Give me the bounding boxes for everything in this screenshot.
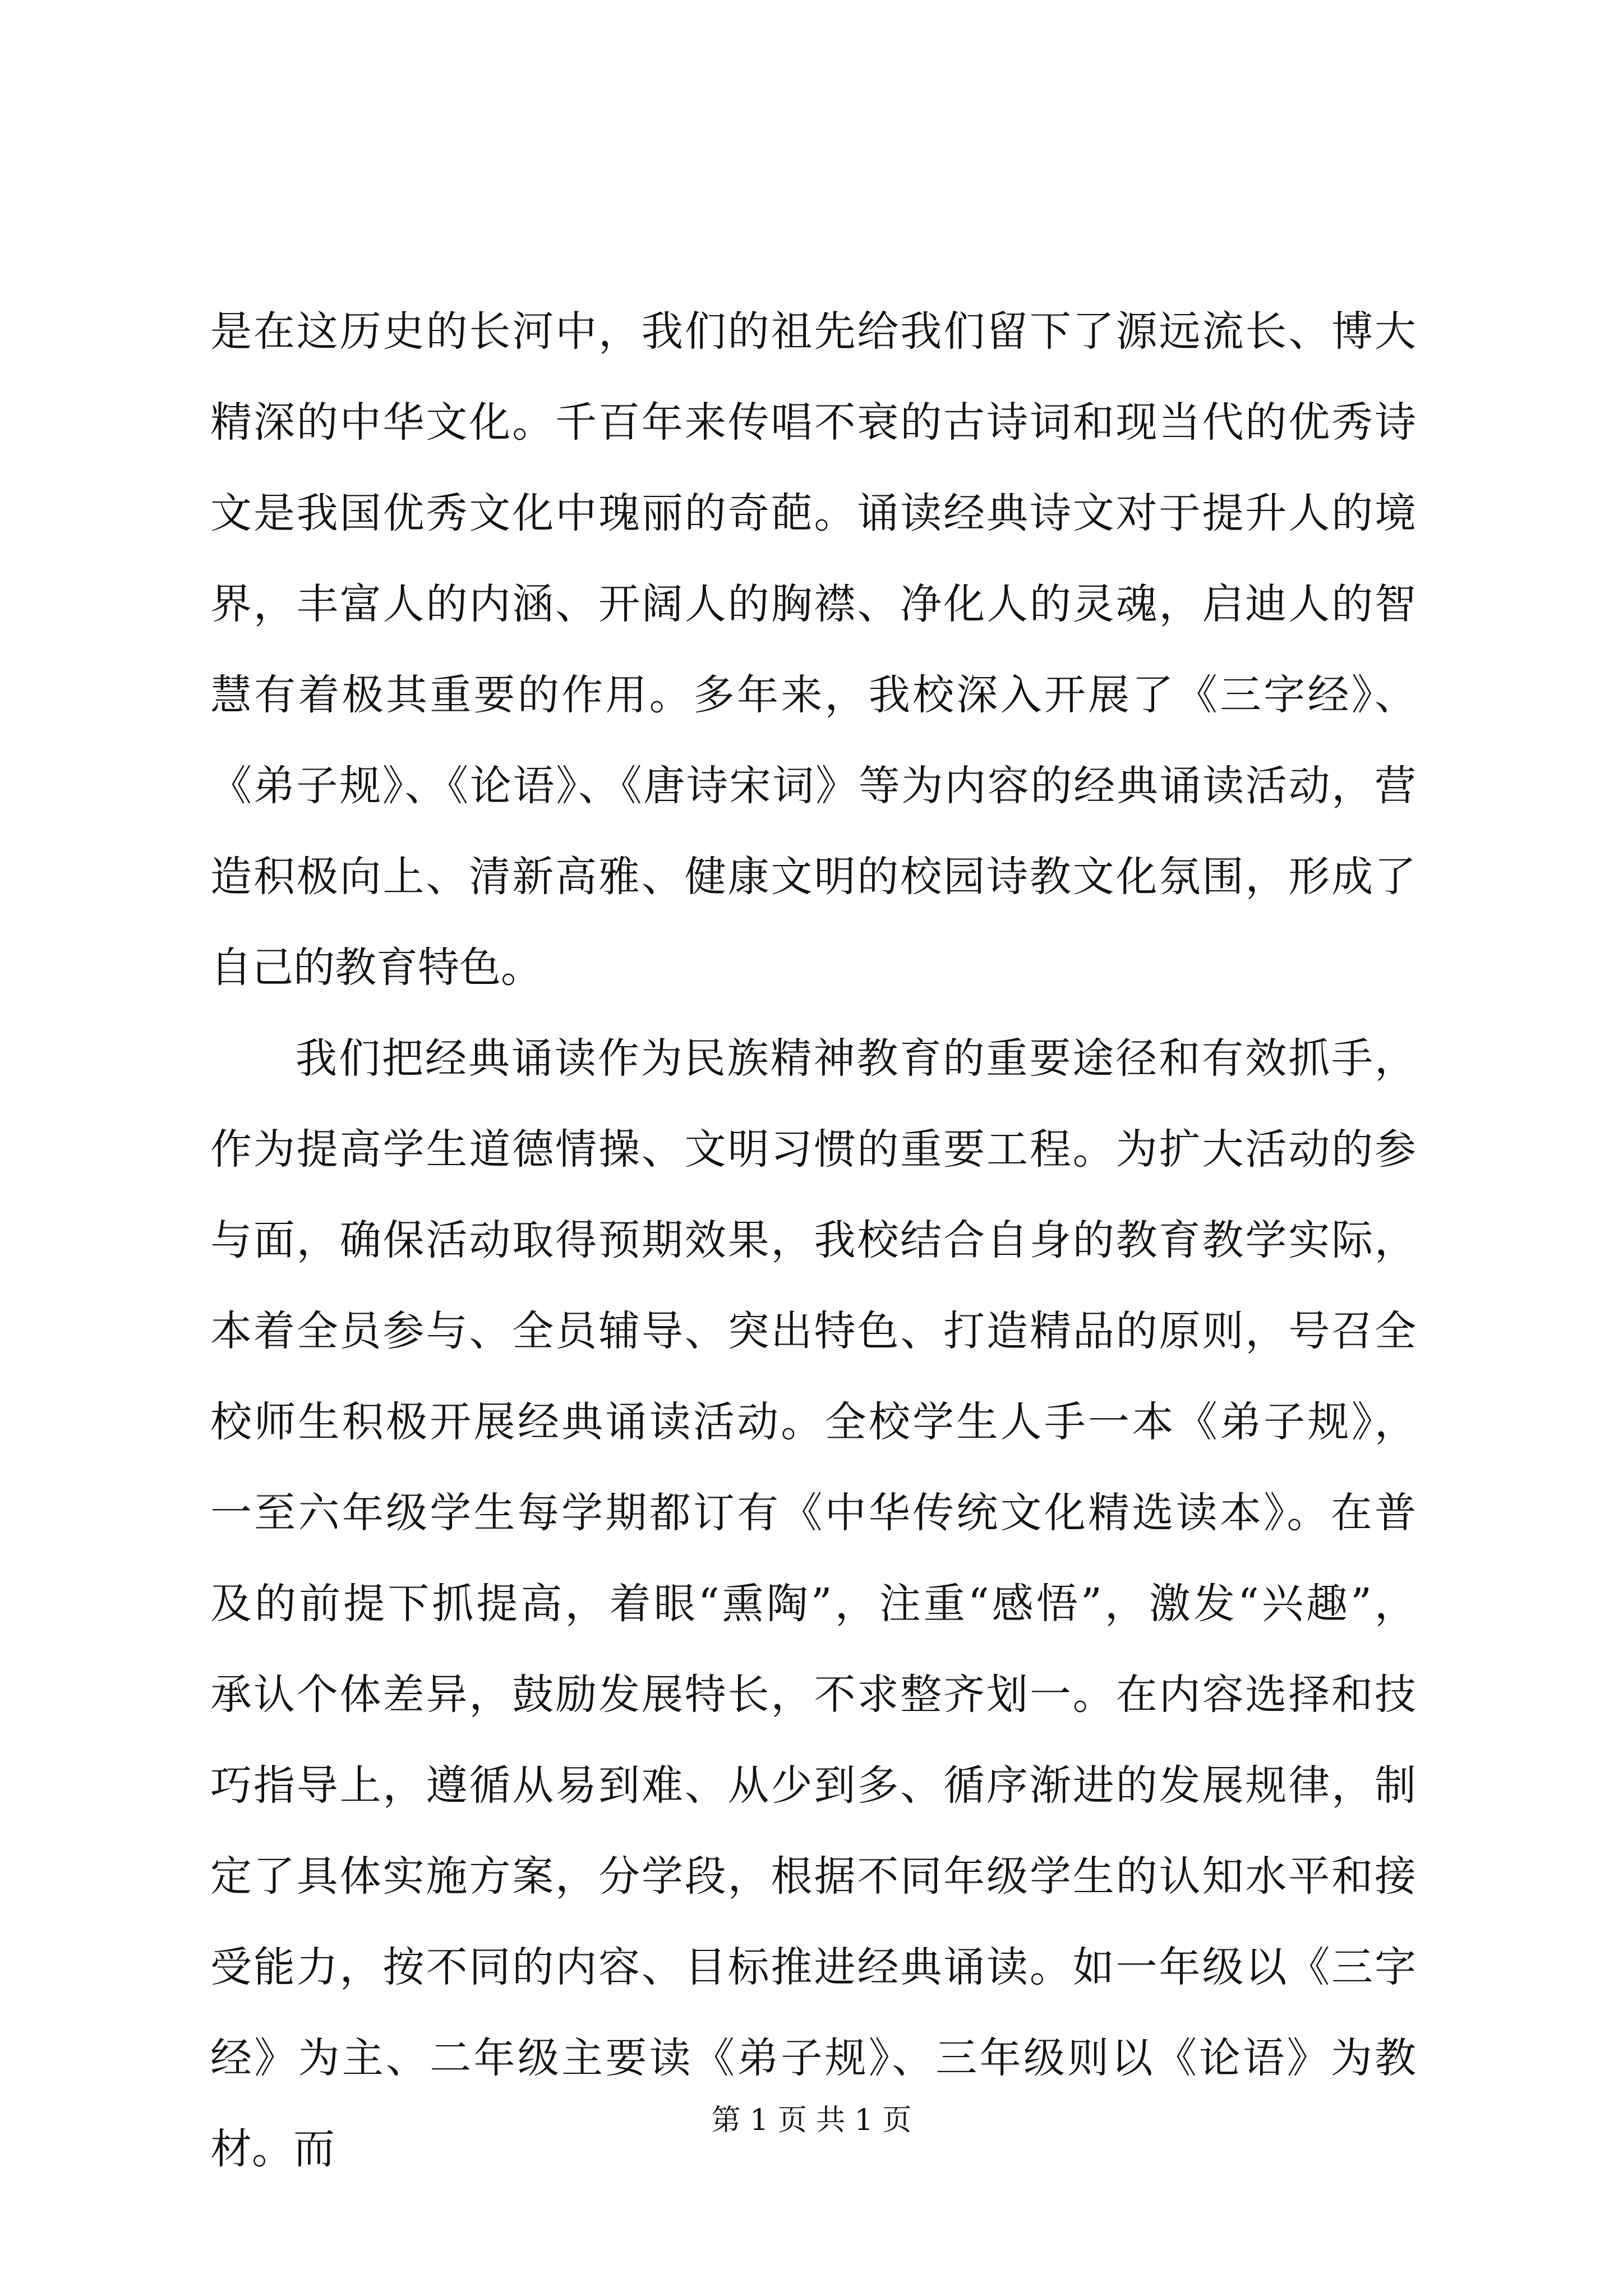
paragraph-line: 作为提高学生道德情操、文明习惯的重要工程。为扩大活动的参 [210, 1125, 1416, 1174]
paragraph-line: 一至六年级学生每学期都订有《中华传统文化精选读本》。在普 [210, 1489, 1416, 1537]
paragraph-line: 承认个体差异，鼓励发展特长，不求整齐划一。在内容选择和技 [210, 1671, 1416, 1719]
paragraph-line: 及的前提下抓提高，着眼“熏陶”，注重“感悟”，激发“兴趣”， [210, 1580, 1416, 1628]
paragraph-line: 定了具体实施方案，分学段，根据不同年级学生的认知水平和接 [210, 1852, 1416, 1901]
paragraph-line: 造积极向上、清新高雅、健康文明的校园诗教文化氛围，形成了 [210, 853, 1416, 901]
paragraph-line: 精深的中华文化。千百年来传唱不衰的古诗词和现当代的优秀诗 [210, 398, 1416, 447]
document-body [210, 286, 1416, 2194]
paragraph-line: 自己的教育特色。 [210, 944, 542, 992]
paragraph-line: 本着全员参与、全员辅导、突出特色、打造精品的原则，号召全 [210, 1307, 1416, 1355]
paragraph-line: 我们把经典诵读作为民族精神教育的重要途径和有效抓手， [296, 1034, 1416, 1083]
paragraph-line: 受能力，按不同的内容、目标推进经典诵读。如一年级以《三字 [210, 1943, 1416, 1991]
paragraph-2 [210, 1013, 1416, 2194]
paragraph-line: 慧有着极其重要的作用。多年来，我校深入开展了《三字经》、 [210, 671, 1416, 719]
paragraph-line: 文是我国优秀文化中瑰丽的奇葩。诵读经典诗文对于提升人的境 [210, 489, 1416, 537]
paragraph-line: 经》为主、二年级主要读《弟子规》、三年级则以《论语》为教 [210, 2034, 1416, 2082]
paragraph-line: 与面，确保活动取得预期效果，我校结合自身的教育教学实际， [210, 1216, 1416, 1264]
paragraph-line: 界，丰富人的内涵、开阔人的胸襟、净化人的灵魂，启迪人的智 [210, 580, 1416, 628]
paragraph-line: 是在这历史的长河中，我们的祖先给我们留下了源远流长、博大 [210, 307, 1416, 356]
paragraph-line: 校师生积极开展经典诵读活动。全校学生人手一本《弟子规》， [210, 1398, 1416, 1446]
paragraph-line: 材。而 [210, 2125, 335, 2173]
paragraph-line: 巧指导上，遵循从易到难、从少到多、循序渐进的发展规律，制 [210, 1761, 1416, 1810]
paragraph-1 [210, 286, 1416, 1013]
paragraph-line: 《弟子规》、《论语》、《唐诗宋词》等为内容的经典诵读活动，营 [210, 762, 1416, 810]
page-number-footer: 第 1 页 共 1 页 [711, 2104, 912, 2137]
